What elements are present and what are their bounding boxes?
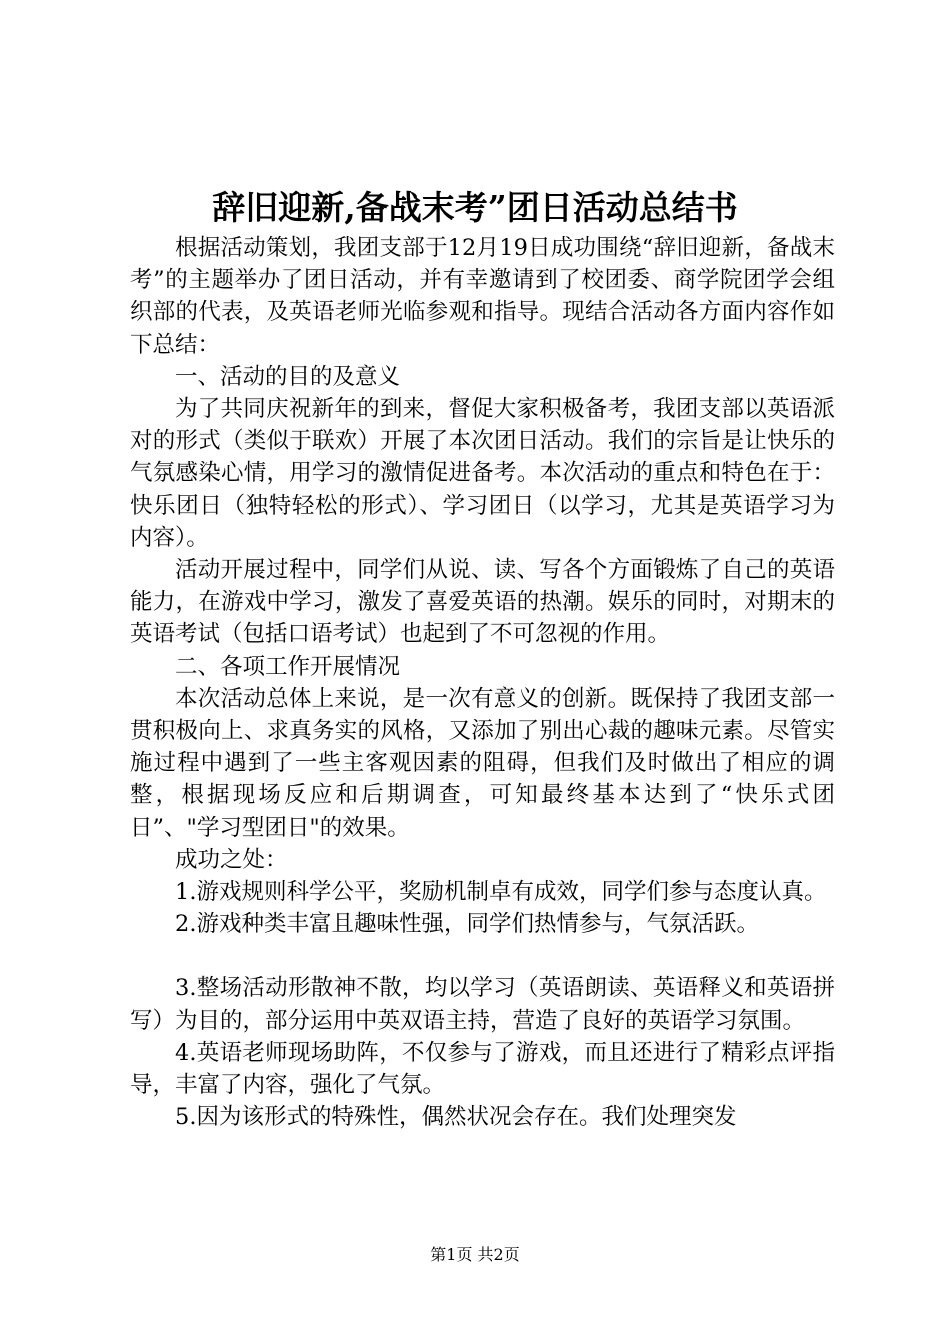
paragraph-summary: 本次活动总体上来说，是一次有意义的创新。既保持了我团支部一贯积极向上、求真务实的风格，又添加了别出心裁的趣味元素。尽管实施过程中遇到了一些主客观因素的阻碍，但我们及时做出了相应的调整，根据现场反应和后期调查，可知最终基本达到了“快乐式团日”、"学习型团日"的效果。 — [130, 685, 835, 841]
success-item-4: 4.英语老师现场助阵，不仅参与了游戏，而且还进行了精彩点评指导，丰富了内容，强化了气氛。 — [130, 1039, 835, 1099]
success-heading: 成功之处： — [175, 846, 288, 873]
paragraph-intro: 根据活动策划，我团支部于12月19日成功围绕“辞旧迎新，备战末考”的主题举办了团日活动，并有幸邀请到了校团委、商学院团学会组织部的代表，及英语老师光临参观和指导。现结合活动各方面内容作如下总结： — [130, 235, 835, 358]
success-item-1: 1.游戏规则科学公平，奖励机制卓有成效，同学们参与态度认真。 — [175, 879, 827, 906]
page-footer: 第1页 共2页 — [430, 1245, 520, 1264]
paragraph-process: 活动开展过程中，同学们从说、读、写各个方面锻炼了自己的英语能力，在游戏中学习，激发了喜爱英语的热潮。娱乐的同时，对期末的英语考试（包括口语考试）也起到了不可忽视的作用。 — [130, 557, 835, 648]
success-item-5: 5.因为该形式的特殊性，偶然状况会存在。我们处理突发 — [175, 1104, 737, 1131]
section-heading-work: 二、各项工作开展情况 — [175, 653, 401, 680]
document-title: 辞旧迎新,备战末考”团日活动总结书 — [212, 188, 738, 227]
section-heading-purpose: 一、活动的目的及意义 — [175, 363, 401, 390]
success-item-3: 3.整场活动形散神不散，均以学习（英语朗读、英语释义和英语拼写）为目的，部分运用中英双语主持，营造了良好的英语学习氛围。 — [130, 975, 835, 1034]
document-body — [130, 232, 835, 1133]
paragraph-purpose: 为了共同庆祝新年的到来，督促大家积极备考，我团支部以英语派对的形式（类似于联欢）开展了本次团日活动。我们的宗旨是让快乐的气氛感染心情，用学习的激情促进备考。本次活动的重点和特色在于：快乐团日（独特轻松的形式）、学习团日（以学习，尤其是英语学习为内容）。 — [130, 396, 835, 551]
success-item-2: 2.游戏种类丰富且趣味性强，同学们热情参与，气氛活跃。 — [175, 911, 759, 938]
blank-line — [130, 940, 835, 972]
